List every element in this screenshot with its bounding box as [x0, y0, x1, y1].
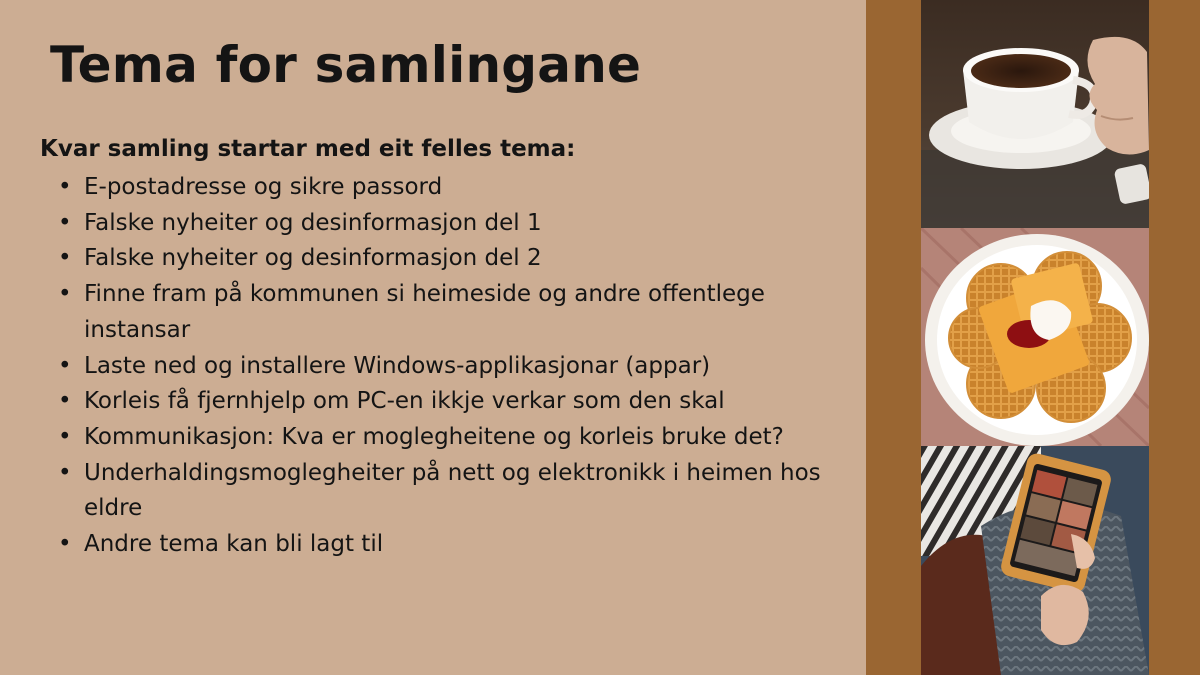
list-item: • Underhaldingsmoglegheiter på nett og elektronikk i heimen hos eldre [40, 456, 860, 527]
slide-title: Tema for samlingane [50, 36, 642, 94]
list-item: • Falske nyheiter og desinformasjon del 2 [40, 241, 860, 277]
smartphone-photo [921, 446, 1149, 675]
photo-strip [921, 0, 1149, 675]
list-item: • Laste ned og installere Windows-applikasjonar (appar) [40, 349, 860, 385]
list-item: • Kommunikasjon: Kva er moglegheitene og korleis bruke det? [40, 420, 860, 456]
waffles-photo [921, 228, 1149, 446]
coffee-cup-photo [921, 0, 1149, 228]
list-item: • Korleis få fjernhjelp om PC-en ikkje verkar som den skal [40, 384, 860, 420]
list-item: • Falske nyheiter og desinformasjon del 1 [40, 206, 860, 242]
list-item: • Andre tema kan bli lagt til [40, 527, 860, 563]
list-item: • E-postadresse og sikre passord [40, 170, 860, 206]
topics-list [40, 170, 860, 563]
list-item: • Finne fram på kommunen si heimeside og andre offentlege instansar [40, 277, 860, 348]
topics-intro: Kvar samling startar med eit felles tema: [40, 136, 576, 162]
